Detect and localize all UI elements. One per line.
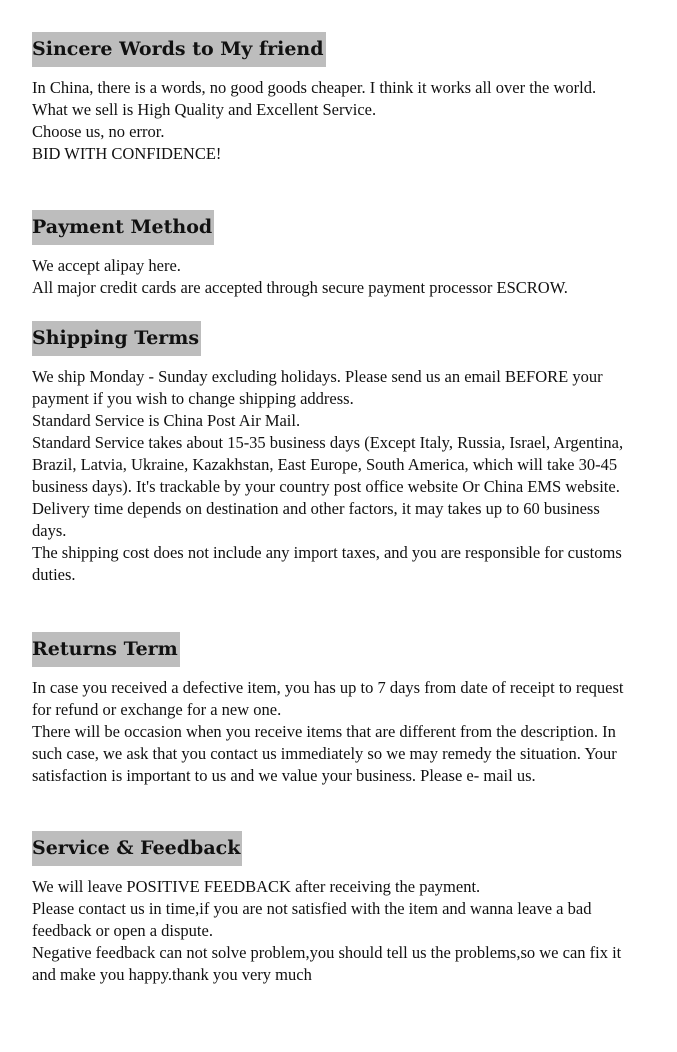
section-heading: Payment Method (32, 210, 214, 245)
body-line: Standard Service is China Post Air Mail. (32, 411, 301, 430)
body-line: Choose us, no error. (32, 122, 165, 141)
body-line: Negative feedback can not solve problem,you should tell us the problems,so we can fix it and make you happy.thank you very much (32, 943, 622, 984)
section-shipping-terms (32, 321, 632, 586)
section-heading: Returns Term (32, 632, 180, 667)
body-line: We ship Monday - Sunday excluding holidays. Please send us an email BEFORE your payment if you wish to change shipping address. (32, 367, 603, 408)
body-line: There will be occasion when you receive items that are different from the description. In such case, we ask that you contact us immediately so we may remedy the situation. Your satisfaction is important to us and we value your business. Please e- mail us. (32, 722, 617, 785)
section-sincere-words (32, 32, 596, 165)
section-body (32, 866, 632, 986)
section-heading: Service & Feedback (32, 831, 242, 866)
body-line: All major credit cards are accepted through secure payment processor ESCROW. (32, 278, 568, 297)
body-line: The shipping cost does not include any import taxes, and you are responsible for customs duties. (32, 543, 622, 584)
section-heading: Shipping Terms (32, 321, 201, 356)
body-line: What we sell is High Quality and Excellent Service. (32, 100, 377, 119)
body-line: In China, there is a words, no good goods cheaper. I think it works all over the world. (32, 78, 597, 97)
section-heading: Sincere Words to My friend (32, 32, 326, 67)
body-line: Delivery time depends on destination and other factors, it may takes up to 60 business days. (32, 499, 600, 540)
body-line: Standard Service takes about 15-35 business days (Except Italy, Russia, Israel, Argentina, Brazil, Latvia, Ukraine, Kazakhstan, East Europe, South America, which will take 30-45 business days). It's trackable by your country post office website Or China EMS website. (32, 433, 624, 496)
body-line: We accept alipay here. (32, 256, 181, 275)
section-body (32, 245, 568, 299)
body-line: BID WITH CONFIDENCE! (32, 144, 222, 163)
section-returns-term (32, 632, 632, 787)
section-payment-method (32, 210, 568, 299)
section-body (32, 67, 596, 165)
body-line: We will leave POSITIVE FEEDBACK after receiving the payment. (32, 877, 481, 896)
body-line: In case you received a defective item, you has up to 7 days from date of receipt to request for refund or exchange for a new one. (32, 678, 624, 719)
section-service-feedback (32, 831, 632, 986)
section-body (32, 667, 632, 787)
body-line: Please contact us in time,if you are not satisfied with the item and wanna leave a bad feedback or open a dispute. (32, 899, 592, 940)
section-body (32, 356, 632, 586)
